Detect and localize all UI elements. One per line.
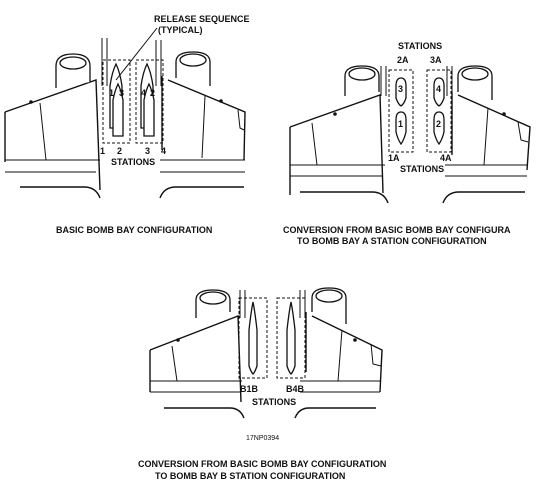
caption-basic: BASIC BOMB BAY CONFIGURATION [56,225,213,235]
seq-number: 1 [398,119,404,129]
stations-top-label: STATIONS [398,41,443,51]
stations-label: STATIONS [252,397,297,407]
bomb-stack-right [141,64,154,136]
aircraft-section-station-a [290,66,530,203]
seq-number: 4 [436,84,442,94]
callout-line-1: RELEASE SEQUENCE [154,14,250,24]
station-number: 1 [100,146,106,156]
caption-station-a-line-1: CONVERSION FROM BASIC BOMB BAY CONFIGURA [283,225,511,235]
station-top-right: 3A [430,55,442,65]
station-number: 2 [117,146,123,156]
seq-number: 2 [150,88,156,98]
stations-label: STATIONS [111,157,156,167]
bomb-stack-left [110,64,123,136]
station-b-left: B1B [240,384,259,394]
station-bottom-left: 1A [388,153,400,163]
bomb-station-b [249,302,295,374]
seq-number: 3 [119,88,125,98]
aircraft-section-basic [5,38,245,198]
station-top-left: 2A [397,55,409,65]
seq-number: 1 [109,88,115,98]
seq-number: 3 [398,84,404,94]
panel-basic-configuration [5,14,250,235]
panel-station-a-configuration [283,41,530,246]
figure-id: 17NP0394 [246,435,280,442]
callout-line-2: (TYPICAL) [158,25,203,35]
seq-number: 4 [141,88,147,98]
station-number: 3 [145,146,151,156]
caption-station-b-line-1: CONVERSION FROM BASIC BOMB BAY CONFIGURATION [138,459,387,469]
station-number: 4 [161,146,167,156]
caption-station-b-line-2: TO BOMB BAY B STATION CONFIGURATION [155,471,346,481]
station-b-right: B4B [286,384,305,394]
stations-label: STATIONS [400,164,445,174]
caption-station-a-line-2: TO BOMB BAY A STATION CONFIGURATION [297,236,487,246]
seq-number: 2 [436,119,442,129]
station-bottom-right: 4A [440,153,452,163]
panel-station-b-configuration [138,288,386,481]
